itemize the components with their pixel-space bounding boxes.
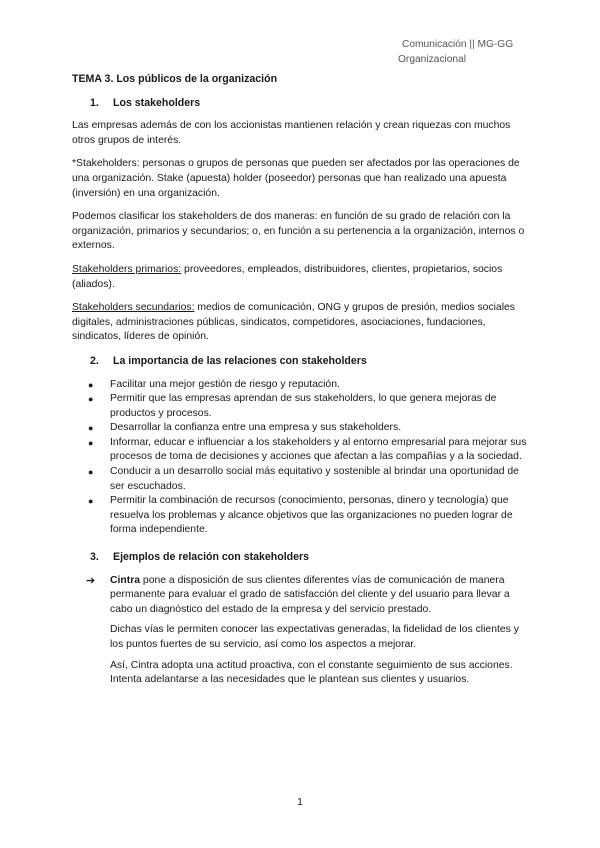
list-item xyxy=(72,465,532,494)
list-item-text: Conducir a un desarrollo social más equitativo y sostenible al brindar una oportunidad de ser escuchados. xyxy=(110,466,519,492)
list-item xyxy=(72,436,532,465)
section-3-heading xyxy=(90,550,532,565)
secundarios-label: Stakeholders secundarios: xyxy=(72,302,195,314)
bullet-icon: ● xyxy=(88,437,94,448)
paragraph: Las empresas además de con los accionistas mantienen relación y crean riquezas con muchos otros grupos de interés. xyxy=(72,120,511,146)
page-number: 1 xyxy=(297,797,303,808)
list-item-text: Facilitar una mejor gestión de riesgo y reputación. xyxy=(110,378,340,390)
bullet-icon: ● xyxy=(88,379,94,390)
paragraph: Podemos clasificar los stakeholders de dos maneras: en función de su grado de relación con la organización, primarios y secundarios; o, en función a su pertenencia a la organización, internos o externos. xyxy=(72,211,525,252)
document-body xyxy=(72,72,532,694)
paragraph: Dichas vías le permiten conocer las expectativas generadas, la fidelidad de los clientes y los puntos fuertes de su servicio, así como los aspectos a mejorar. xyxy=(110,624,519,650)
paragraph: Así, Cintra adopta una actitud proactiva, con el constante seguimiento de sus acciones. Intenta adelantarse a las necesidades que le plantean sus clientes y usuarios. xyxy=(110,659,513,686)
list-item-text: Informar, educar e influenciar a los stakeholders y al entorno empresarial para mejorar sus procesos de toma de decisiones y acciones que afectan a las compañías y a la sociedad. xyxy=(110,436,527,463)
section-2-heading xyxy=(90,354,532,369)
bullet-list xyxy=(72,378,532,539)
section-title: La importancia de las relaciones con stakeholders xyxy=(113,354,367,367)
section-1-heading xyxy=(90,96,532,111)
section-number: 1. xyxy=(90,96,99,109)
list-item xyxy=(72,378,532,393)
list-item-text: Desarrollar la confianza entre una empresa y sus stakeholders. xyxy=(110,422,402,434)
section-title: Ejemplos de relación con stakeholders xyxy=(113,551,310,564)
list-item xyxy=(72,392,532,421)
page-header xyxy=(398,37,568,67)
paragraph-secundarios xyxy=(72,301,532,345)
list-item xyxy=(72,421,532,436)
document-title: TEMA 3. Los públicos de la organización xyxy=(72,73,278,85)
bullet-icon: ● xyxy=(88,394,94,405)
header-course: Comunicación || MG-GG xyxy=(402,39,514,50)
section-title: Los stakeholders xyxy=(113,96,201,109)
bullet-icon: ● xyxy=(88,467,94,478)
paragraph: *Stakeholders: personas o grupos de personas que pueden ser afectados por las operaciones de una organización. Stake (apuesta) holder (poseedor) personas que han realizado una apuesta (inversión) en una organización. xyxy=(72,158,520,199)
section-number: 3. xyxy=(90,551,99,564)
section-number: 2. xyxy=(90,354,99,367)
secundarios-text: medios de comunicación, ONG y grupos de presión, medios sociales digitales, administraciones públicas, sindicatos, competidores, asociaciones, fundaciones, sindicatos, líderes de opinión. xyxy=(72,302,515,343)
header-subject: Organizacional xyxy=(398,54,466,65)
arrow-right-icon: ➔ xyxy=(86,574,96,587)
arrow-list-item xyxy=(72,574,532,618)
primarios-text: proveedores, empleados, distribuidores, clientes, propietarios, socios (aliados). xyxy=(72,263,503,290)
list-item-text: Permitir la combinación de recursos (conocimiento, personas, dinero y tecnología) que resuelva los problemas y alcance objetivos que las organizaciones no pueden lograr de forma independiente. xyxy=(110,495,513,536)
bullet-icon: ● xyxy=(88,496,94,507)
primarios-label: Stakeholders primarios: xyxy=(72,263,182,275)
bullet-icon: ● xyxy=(88,423,94,434)
paragraph-primarios xyxy=(72,263,532,292)
list-item xyxy=(72,494,532,538)
list-item-text: Permitir que las empresas aprendan de sus stakeholders, lo que genera mejoras de productos y procesos. xyxy=(110,393,497,419)
company-name: Cintra xyxy=(110,574,141,586)
arrow-item-text: pone a disposición de sus clientes diferentes vías de comunicación de manera permanente para evaluar el grado de satisfacción del cliente y del usuario para llevar a cabo un diagnóstico del estado de la empresa y del servicio prestado. xyxy=(110,574,510,615)
